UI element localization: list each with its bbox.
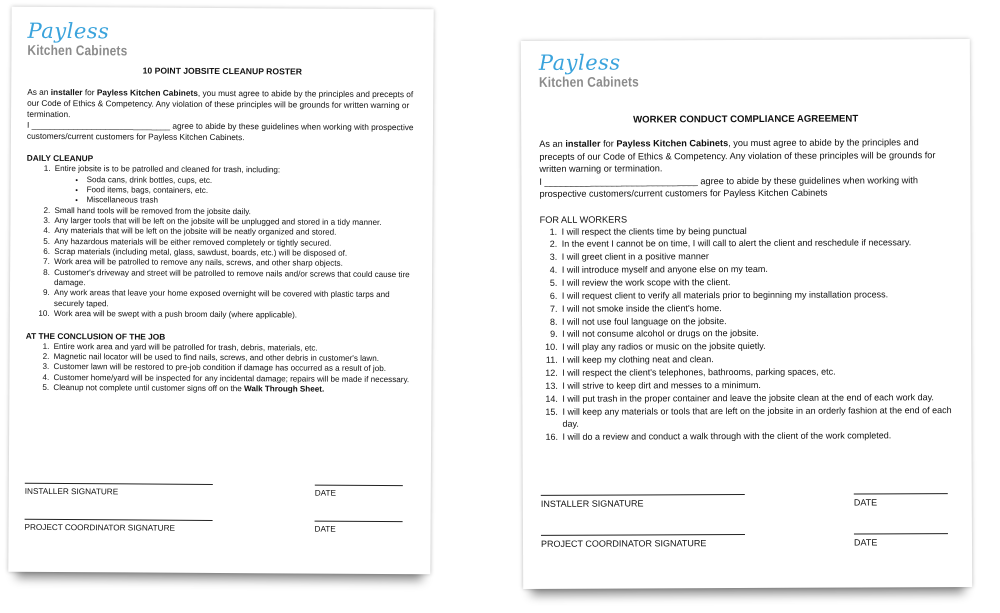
list-item: • Soda cans, drink bottles, cups, etc.	[87, 175, 417, 187]
daily-cleanup-list	[26, 164, 417, 322]
coordinator-signature-line[interactable]: PROJECT COORDINATOR SIGNATURE	[25, 519, 213, 533]
list-item: 1. Entire jobsite is to be patrolled and cleaned for trash, including: • Soda cans, drink bottles, cups, etc. • Food items, bags, containers, etc. • Miscellaneous trash	[53, 164, 417, 208]
list-item: 9. Any work areas that leave your home exposed overnight will be covered with plastic tarps and securely taped.	[52, 288, 416, 311]
list-item: • Miscellaneous trash	[87, 195, 417, 207]
list-item: 4. Customer home/yard will be inspected for any incidental damage; repairs will be made if necessary.	[51, 373, 415, 386]
list-item: 12. I will respect the client's telephones, bathrooms, parking spaces, etc.	[560, 365, 953, 380]
logo-line2: Kitchen Cabinets	[538, 73, 639, 90]
list-item: 7. Work area will be patrolled to remove any nails, screws, and other sharp objects.	[52, 257, 416, 270]
conduct-agreement-page	[521, 39, 972, 589]
section-heading-workers: FOR ALL WORKERS	[539, 214, 628, 225]
list-item: 9. I will not consume alcohol or drugs on the jobsite.	[560, 327, 953, 342]
logo-line1: Payless	[27, 18, 110, 44]
list-item: 2. Magnetic nail locator will be used to find nails, screws, and other debris in customer's lawn.	[52, 352, 416, 365]
list-item: 4. I will introduce myself and anyone else on my team.	[560, 262, 953, 277]
company-logo	[539, 51, 952, 89]
section-heading-conclusion: AT THE CONCLUSION OF THE JOB	[25, 330, 166, 342]
installer-signature-row	[541, 493, 948, 509]
conduct-list	[540, 224, 954, 444]
installer-signature-line[interactable]: INSTALLER SIGNATURE	[541, 494, 745, 509]
installer-signature-line[interactable]: INSTALLER SIGNATURE	[25, 483, 213, 497]
list-item: 8. Customer's driveway and street will be patrolled to remove nails and/or screws that could cause tire damage.	[52, 268, 416, 291]
list-item: 16. I will do a review and conduct a walk through with the client of the work completed.	[561, 429, 954, 444]
intro-paragraph: As an installer for Payless Kitchen Cabinets, you must agree to abide by the principles and precepts of our Code of Ethics & Competency. Any violation of these principles will be grounds for written warning or termination.	[539, 137, 936, 174]
agreement-line: I ______________________________ agree to abide by these guidelines when working with prospective customers/current customers for Payless Kitchen Cabinets	[539, 174, 918, 199]
list-item: 1. I will respect the clients time by being punctual	[560, 224, 953, 239]
list-item: 3. I will greet client in a positive manner	[560, 249, 953, 264]
logo-line2: Kitchen Cabinets	[27, 41, 128, 59]
list-item: 4. Any materials that will be left on the jobsite will be neatly organized and stored.	[52, 226, 416, 239]
list-item: 6. I will request client to verify all materials prior to beginning my installation process.	[560, 288, 953, 303]
doc-title: WORKER CONDUCT COMPLIANCE AGREEMENT	[633, 113, 859, 126]
company-logo	[27, 18, 417, 59]
list-item: 3. Customer lawn will be restored to pre-job condition if damage has occurred as a result of job.	[51, 362, 415, 375]
cleanup-roster-page	[8, 7, 433, 575]
list-item: • Food items, bags, containers, etc.	[87, 185, 417, 197]
coordinator-signature-row	[25, 519, 403, 534]
installer-signature-row	[25, 483, 403, 498]
list-item: 7. I will not smoke inside the client's home.	[560, 301, 953, 316]
list-item: 10. I will play any radios or music on the jobsite quietly.	[560, 339, 953, 354]
logo-line1: Payless	[538, 50, 621, 75]
agreement-line: I ______________________________ agree to abide by these guidelines when working with prospective customers/current customers for Payless Kitchen Cabinets.	[26, 119, 414, 143]
list-item: 13. I will strive to keep dirt and messes to a minimum.	[560, 378, 953, 393]
installer-date-line[interactable]: DATE	[315, 485, 403, 499]
list-item: 1. Entire work area and yard will be patrolled for trash, debris, materials, etc.	[52, 342, 416, 355]
list-item: 2. Small hand tools will be removed from the jobsite daily.	[52, 206, 416, 219]
list-item: 5. Cleanup not complete until customer signs off on the Walk Through Sheet.	[51, 383, 415, 396]
coordinator-signature-line[interactable]: PROJECT COORDINATOR SIGNATURE	[541, 534, 745, 549]
conclusion-list	[25, 341, 415, 395]
coordinator-signature-row	[541, 533, 948, 549]
coordinator-date-line[interactable]: DATE	[315, 521, 403, 535]
list-item: 5. Any hazardous materials will be either removed completely or tightly secured.	[52, 237, 416, 250]
list-item: 6. Scrap materials (including metal, glass, sawdust, boards, etc.) will be disposed of.	[52, 247, 416, 260]
list-item: 15. I will keep any materials or tools that are left on the jobsite in an orderly fashion at the end of each day.	[560, 404, 953, 431]
list-item: 5. I will review the work scope with the client.	[560, 275, 953, 290]
section-heading-daily: DAILY CLEANUP	[26, 152, 94, 164]
list-item: 11. I will keep my clothing neat and clean.	[560, 352, 953, 367]
list-item: 2. In the event I cannot be on time, I will call to alert the client and reschedule if necessary.	[560, 237, 953, 252]
coordinator-date-line[interactable]: DATE	[854, 533, 948, 547]
list-item: 10. Work area will be swept with a push broom daily (where applicable).	[52, 309, 416, 322]
installer-date-line[interactable]: DATE	[854, 493, 948, 507]
list-item: 3. Any larger tools that will be left on the jobsite will be unplugged and stored in a tidy manner.	[52, 216, 416, 229]
list-item: 14. I will put trash in the proper container and leave the jobsite clean at the end of each work day.	[560, 391, 953, 406]
list-item: 8. I will not use foul language on the jobsite.	[560, 314, 953, 329]
doc-title: 10 POINT JOBSITE CLEANUP ROSTER	[142, 65, 303, 77]
trash-sublist	[55, 174, 417, 207]
intro-paragraph: As an installer for Payless Kitchen Cabinets, you must agree to abide by the principles and precepts of our Code of Ethics & Competency. Any violation of these principles will be grounds for written warning or termination.	[27, 86, 414, 120]
